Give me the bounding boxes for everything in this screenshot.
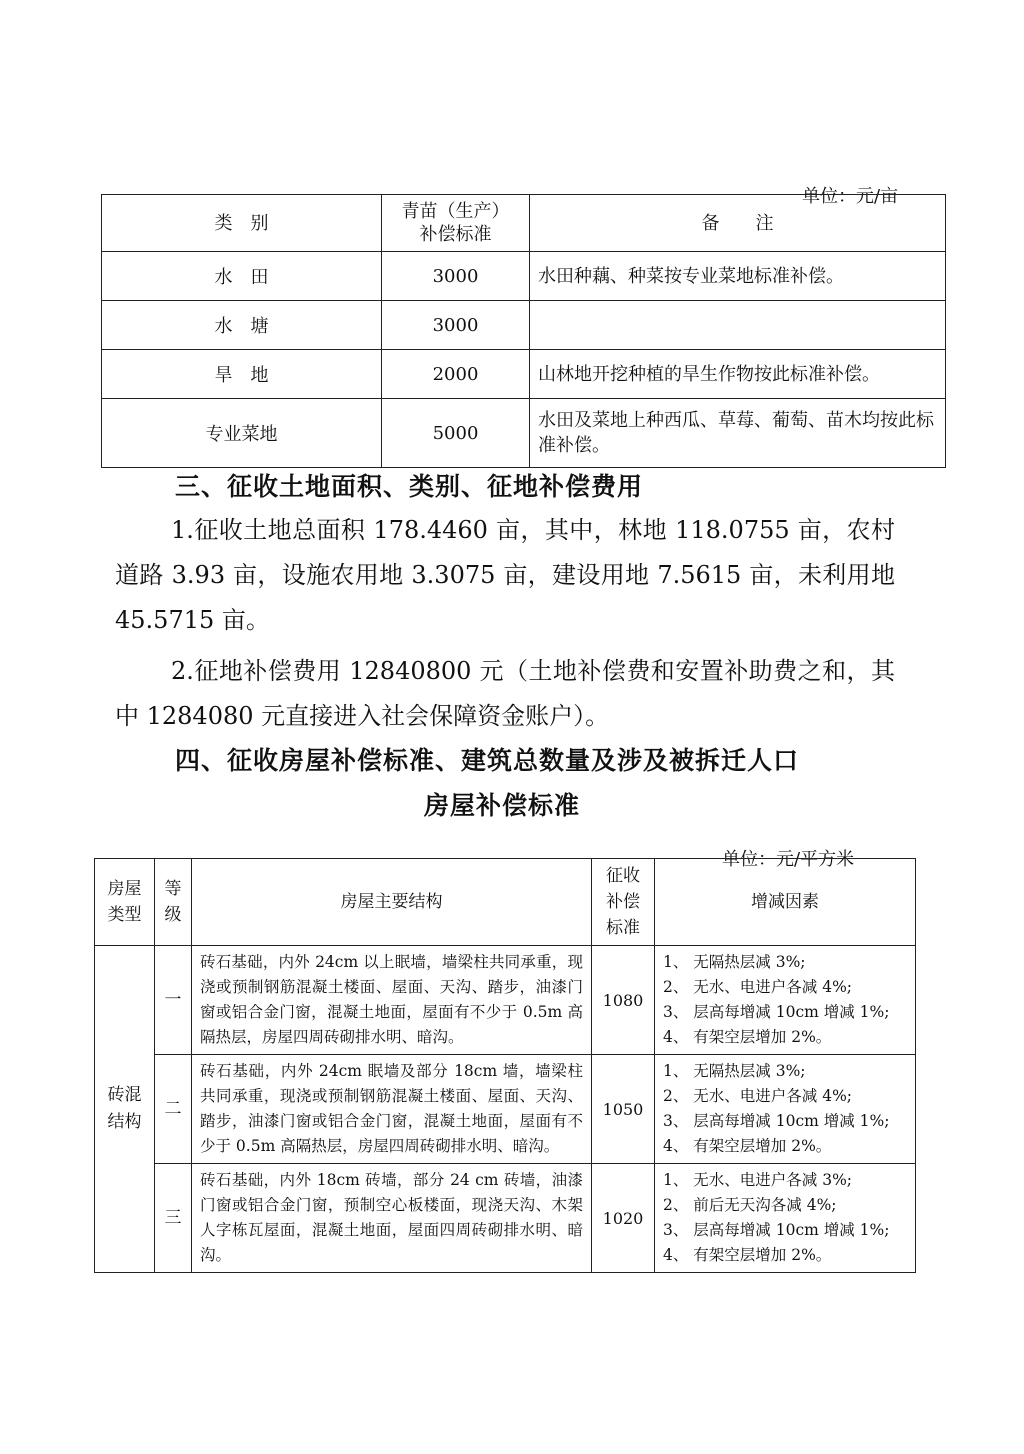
structure-cell: 砖石基础，内外 18cm 砖墙，部分 24 cm 砖墙，油漆门窗或铝合金门窗，预制空心板楼面，现浇天沟、木架人字栋瓦屋面，混凝土地面，屋面四周砖砌排水明、暗沟。: [192, 1164, 592, 1273]
header-category: 类 别: [102, 195, 382, 252]
standard-cell: 1050: [592, 1055, 655, 1164]
section-heading-3: 三、征收土地面积、类别、征地补偿费用: [175, 472, 644, 501]
paragraph-land-area: 1.征收土地总面积 178.4460 亩，其中，林地 118.0755 亩，农村道路 3.93 亩，设施农用地 3.3075 亩，建设用地 7.5615 亩，未利用地 45.5715 亩。: [115, 516, 895, 634]
section-heading-4: 四、征收房屋补偿标准、建筑总数量及涉及被拆迁人口: [175, 746, 800, 775]
standard-cell: 1080: [592, 946, 655, 1055]
factors-cell: [655, 1164, 916, 1273]
house-table-header-row: [95, 859, 916, 946]
header-factors: 增减因素: [655, 859, 916, 946]
factor-item: 4、 有架空层增加 2%。: [663, 1028, 832, 1046]
house-table-title: 房屋补偿标准: [424, 791, 581, 820]
structure-cell: 砖石基础，内外 24cm 眠墙及部分 18cm 墙，墙梁柱共同承重，现浇或预制钢筋混凝土楼面、屋面、天沟、踏步，油漆门窗或铝合金门窗，混凝土地面，屋面有不少于 0.5m 高隔热层，房屋四周砖砌排水明、暗沟。: [192, 1055, 592, 1164]
header-standard-line1: 青苗（生产）: [401, 201, 510, 222]
house-compensation-table: [94, 858, 916, 1273]
factor-item: 4、 有架空层增加 2%。: [663, 1137, 832, 1155]
header-standard-line2: 补偿标准: [419, 224, 492, 245]
note-cell: 山林地开挖种植的旱生作物按此标准补偿。: [530, 350, 946, 399]
standard-cell: 3000: [382, 301, 530, 350]
table-row: [102, 252, 946, 301]
grade-cell: 三: [155, 1164, 192, 1273]
category-cell: 旱 地: [102, 350, 382, 399]
factor-item: 3、 层高每增减 10cm 增减 1%;: [663, 1003, 890, 1021]
factors-cell: [655, 946, 916, 1055]
category-cell: 专业菜地: [102, 399, 382, 468]
crop-compensation-table: [101, 194, 946, 468]
crop-table-unit: 单位：元/亩: [802, 186, 899, 207]
standard-cell: 1020: [592, 1164, 655, 1273]
structure-cell: 砖石基础，内外 24cm 以上眠墙，墙梁柱共同承重，现浇或预制钢筋混凝土楼面、屋面、天沟、踏步，油漆门窗或铝合金门窗，混凝土地面，屋面有不少于 0.5m 高隔热层，房屋四周砖砌排水明、暗沟。: [192, 946, 592, 1055]
factors-cell: [655, 1055, 916, 1164]
note-cell: 水田及菜地上种西瓜、草莓、葡萄、苗木均按此标准补偿。: [530, 399, 946, 468]
category-cell: 水 塘: [102, 301, 382, 350]
factor-item: 2、 无水、电进户各减 4%;: [663, 1087, 853, 1105]
table-row: [95, 946, 916, 1055]
note-cell: [530, 301, 946, 350]
note-cell: 水田种藕、种菜按专业菜地标准补偿。: [530, 252, 946, 301]
category-cell: 水 田: [102, 252, 382, 301]
factor-item: 1、 无隔热层减 3%;: [663, 1062, 806, 1080]
crop-table-header-row: [102, 195, 946, 252]
standard-cell: 5000: [382, 399, 530, 468]
table-row: [102, 350, 946, 399]
factor-item: 3、 层高每增减 10cm 增减 1%;: [663, 1221, 890, 1239]
header-house-type: 房屋类型: [95, 859, 155, 946]
header-grade: 等级: [155, 859, 192, 946]
grade-cell: 一: [155, 946, 192, 1055]
table-row: [102, 301, 946, 350]
table-row: [95, 1164, 916, 1273]
factor-item: 1、 无隔热层减 3%;: [663, 953, 806, 971]
factor-item: 2、 无水、电进户各减 4%;: [663, 978, 853, 996]
header-standard: 征收补偿标准: [592, 859, 655, 946]
paragraph-compensation-cost: 2.征地补偿费用 12840800 元（土地补偿费和安置补助费之和，其中 1284080 元直接进入社会保障资金账户）。: [115, 657, 895, 730]
house-table-unit: 单位：元/平方米: [722, 849, 855, 870]
house-type-cell: 砖混结构: [95, 946, 155, 1273]
table-row: [102, 399, 946, 468]
standard-cell: 2000: [382, 350, 530, 399]
factor-item: 4、 有架空层增加 2%。: [663, 1246, 832, 1264]
table-row: [95, 1055, 916, 1164]
factor-item: 3、 层高每增减 10cm 增减 1%;: [663, 1112, 890, 1130]
standard-cell: 3000: [382, 252, 530, 301]
header-note: 备 注: [530, 195, 946, 252]
header-structure: 房屋主要结构: [192, 859, 592, 946]
factor-item: 1、 无水、电进户各减 3%;: [663, 1171, 853, 1189]
header-standard: [382, 195, 530, 252]
factor-item: 2、 前后无天沟各减 4%;: [663, 1196, 837, 1214]
grade-cell: 二: [155, 1055, 192, 1164]
